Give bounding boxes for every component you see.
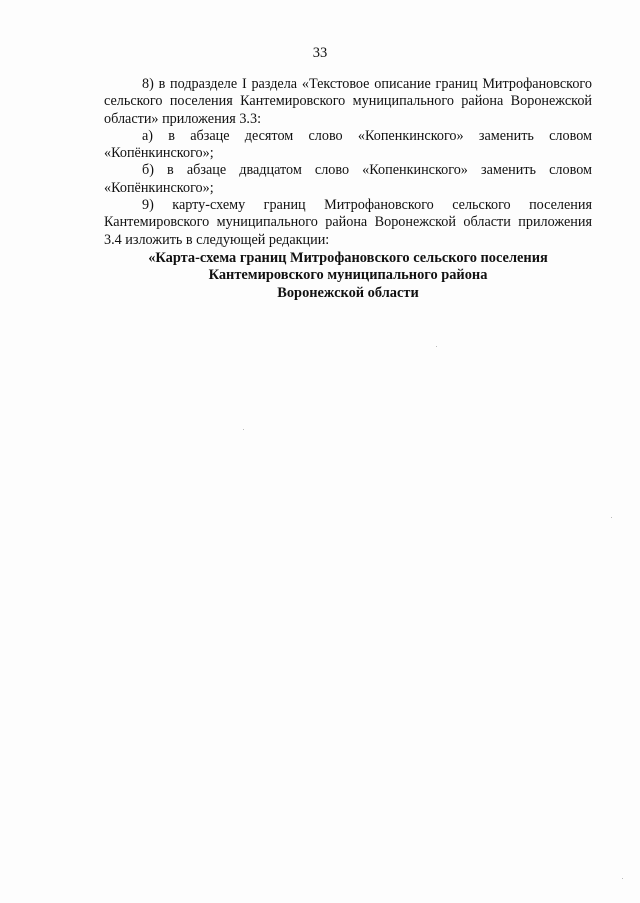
- map-title-line-1: «Карта-схема границ Митрофановского сельского поселения: [148, 250, 548, 266]
- paragraph-item-8: 8) в подразделе I раздела «Текстовое описание границ Митрофановского сельского поселения Кантемировского муниципального района Воронежской области» приложения 3.3:: [104, 76, 592, 127]
- paragraph-subitem-b: б) в абзаце двадцатом слово «Копенкинского» заменить словом «Копёнкинского»;: [104, 162, 592, 196]
- scan-speck: [622, 878, 623, 879]
- document-body: [104, 76, 592, 249]
- map-title-line-2: Кантемировского муниципального района: [208, 267, 488, 284]
- scan-speck: [611, 517, 612, 518]
- page-number: 33: [312, 45, 328, 61]
- paragraph-subitem-a: а) в абзаце десятом слово «Копенкинского» заменить словом «Копёнкинского»;: [104, 127, 592, 162]
- scan-speck: [436, 346, 437, 347]
- scan-speck: [243, 429, 244, 430]
- map-title-line-3: Воронежской области: [277, 284, 419, 301]
- paragraph-item-9: 9) карту-схему границ Митрофановского сельского поселения Кантемировского муниципального района Воронежской области приложения 3.4 изложить в следующей редакции:: [104, 197, 592, 248]
- map-title: [104, 250, 592, 302]
